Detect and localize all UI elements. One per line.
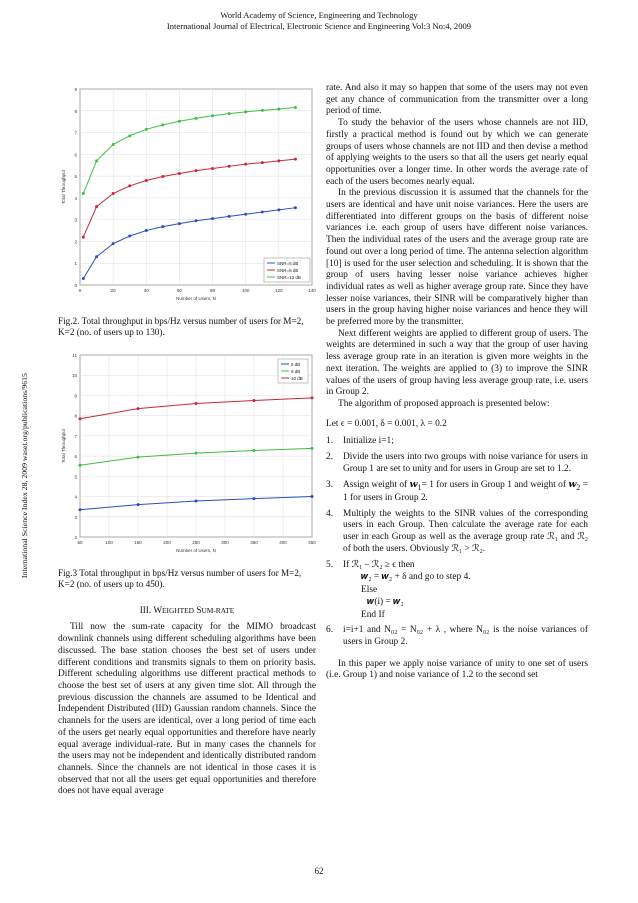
data-point [261, 109, 264, 112]
data-point [253, 399, 256, 402]
figure-3-chart [58, 349, 316, 557]
right-paragraph-1: rate. And also it may so happen that some of the users may not even get any chance of communication from the transmitter over a long period of time. [326, 83, 588, 117]
header-line-2: International Journal of Electrical, Electronic Science and Engineering Vol:3 No:4, 2009 [166, 21, 472, 31]
x-tick-label: 20 [110, 288, 116, 293]
legend-label: 8 dB [291, 368, 301, 374]
x-tick-label: 80 [210, 288, 216, 293]
data-point [112, 143, 115, 146]
y-tick-label: 6 [74, 152, 77, 158]
y-tick-label: 8 [74, 108, 77, 114]
y-axis-label: Total Throughput [61, 170, 66, 204]
y-tick-label: 4 [74, 494, 77, 500]
data-point [244, 110, 247, 113]
data-point [195, 169, 198, 172]
legend-label: SNR=10 dB [277, 274, 301, 280]
data-point [145, 128, 148, 131]
data-point [82, 236, 85, 239]
x-tick-label: 450 [308, 539, 316, 545]
data-point [195, 499, 198, 502]
right-paragraph-5: The algorithm of proposed approach is presented below: [338, 398, 550, 409]
x-tick-label: 120 [275, 288, 283, 293]
y-tick-label: 2 [74, 239, 77, 245]
data-point [178, 172, 181, 175]
data-point [195, 219, 198, 222]
data-point [228, 112, 231, 115]
data-point [145, 179, 148, 182]
data-point [244, 163, 247, 166]
data-point [95, 159, 98, 162]
y-tick-label: 1 [74, 261, 77, 267]
y-tick-label: 9 [74, 393, 77, 399]
right-column [326, 83, 588, 682]
data-point [178, 222, 181, 225]
section-title-s: S [196, 604, 202, 615]
x-axis-label: Number of Users, N [176, 547, 216, 553]
y-tick-label: 2 [74, 534, 77, 540]
y-tick-label: 4 [74, 195, 77, 201]
data-point [228, 165, 231, 168]
data-point [112, 192, 115, 195]
y-tick-label: 10 [71, 373, 77, 379]
algorithm-step: 6. i=i+1 and N₀₂ = N₀₂ + λ , where N₀₂ is the noise variances of users in Group 2. [326, 625, 588, 647]
y-tick-label: 11 [72, 352, 77, 358]
y-tick-label: 3 [74, 514, 77, 520]
right-paragraph-3: In the previous discussion it is assumed that the channels for the users are identical and have unit noise variances. Here the users are differentiated into different groups on the basis of different noise variances i.e. each group of users have different noise variances. Then the individual rates of the users and the average group rate are found out over a long period of time. The antenna selection algorithm [10] is used for the user selection and scheduling. It is shown that the group of users having lesser noise variance achieves higher individual rates as well as higher average group rate. Since they have lesser noise variances, their SINR will be comparatively higher than users in the group having higher noise variances and hence they will be preferred more by the transmitter. [326, 188, 588, 328]
legend-label: SNR=8 dB [277, 267, 299, 273]
data-point [195, 117, 198, 120]
legend-label: 5 dB [291, 361, 301, 367]
data-point [79, 417, 82, 420]
x-tick-label: 100 [241, 288, 250, 293]
section-title-eighted: EIGHTED [161, 605, 195, 615]
data-point [253, 449, 256, 452]
data-point [79, 464, 82, 467]
figure-2-chart [58, 83, 316, 305]
data-point [277, 208, 280, 211]
y-tick-label: 5 [74, 474, 77, 480]
data-point [178, 120, 181, 123]
y-tick-label: 7 [74, 130, 77, 136]
page-number: 62 [314, 866, 324, 876]
data-point [211, 217, 214, 220]
x-tick-label: 400 [279, 539, 287, 545]
data-point [137, 407, 140, 410]
step-5-body: 𝒘₂ = 𝒘₂ + δ and go to step 4. Else 𝒘(i) = 𝒘₂ End If [361, 572, 471, 620]
data-point [137, 456, 140, 459]
data-point [228, 215, 231, 218]
data-point [95, 205, 98, 208]
right-paragraph-6: In this paper we apply noise variance of unity to one set of users (i.e. Group 1) and noise variance of 1.2 to the second set [326, 658, 588, 681]
algorithm-step: 2. Divide the users into two groups with noise variance for users in Group 1 are set to unity and for users in Group are set to 1.2. [326, 452, 588, 474]
section-title-w: W [153, 604, 162, 615]
journal-header [0, 10, 638, 32]
data-point [253, 497, 256, 500]
sidebar-citation: International Science Index 28, 2009 waset.org/publications/9615 [20, 373, 29, 578]
algorithm-steps [326, 436, 588, 648]
data-point [161, 225, 164, 228]
data-point [311, 396, 314, 399]
data-point [82, 277, 85, 280]
algorithm-step: 1. Initialize i=1; [326, 436, 394, 447]
section-title-um-rate: UM-RATE [201, 605, 235, 615]
x-axis-label: Number of Users, N [176, 296, 216, 301]
data-point [211, 167, 214, 170]
data-point [261, 161, 264, 164]
y-tick-label: 5 [74, 174, 77, 180]
legend-label: 10 dB [291, 375, 303, 381]
left-column [58, 83, 316, 798]
data-point [311, 495, 314, 498]
left-paragraph-1: Till now the sum-rate capacity for the MIMO broadcast downlink channels using different scheduling algorithms have been discussed. The base station chooses the best set of users under different conditions and transmits signals to them on priority basis. Different scheduling algorithms use different practical methods to choose the best set of users at any given time slot. All through the previous discussion the channels are assumed to be Identical and Independent Distributed (IID) Gaussian random channels. Since the channels for the users are identical, over a long period of time each of the users get nearly equal opportunities and therefore have nearly equal average individual-rate. But in many cases the channels for the users may not be independent and identically distributed random channels. Since the channels are not identical in those cases it is observed that not all the users get equal opportunities and therefore does not have equal average [58, 622, 316, 797]
x-tick-label: 50 [77, 539, 83, 545]
data-point [294, 106, 297, 109]
x-tick-label: 300 [221, 539, 229, 545]
data-point [161, 175, 164, 178]
data-point [161, 123, 164, 126]
y-tick-label: 0 [74, 283, 77, 288]
x-tick-label: 100 [105, 539, 113, 545]
data-point [261, 211, 264, 214]
y-tick-label: 7 [74, 433, 77, 439]
header-line-1: World Academy of Science, Engineering and Technology [220, 10, 418, 20]
y-tick-label: 8 [74, 413, 77, 419]
section-heading [58, 605, 316, 617]
x-tick-label: 350 [250, 539, 258, 545]
data-point [128, 184, 131, 187]
x-tick-label: 150 [134, 539, 142, 545]
data-point [294, 158, 297, 161]
algorithm-step: 3. Assign weight of 𝒘$_1$= 1 for users in Group 1 and weight of 𝒘$_2$ = 1 for users in Group 2. [326, 479, 588, 504]
data-point [294, 206, 297, 209]
x-tick-label: 140 [308, 288, 316, 293]
data-point [195, 451, 198, 454]
algorithm-parameters: Let ϵ = 0.001, δ = 0.001, λ = 0.2 [326, 418, 447, 429]
data-point [137, 503, 140, 506]
legend-label: SNR=5 dB [277, 260, 299, 266]
data-point [277, 159, 280, 162]
right-paragraph-4: Next different weights are applied to different group of users. The weights are determined in such a way that the group of user having less average group rate in an iteration is given more weights in the next iteration. The weights are applied to (3) to improve the SINR values of the users of group having less average group rate, i.e. users in Group 2. [326, 328, 588, 398]
algorithm-step: 5. If ℛ₁ – ℛ₂ ≥ ϵ then 𝒘₂ = 𝒘₂ + δ and go to step 4. Else 𝒘(i) = 𝒘₂ End If [326, 560, 588, 622]
right-paragraph-2: To study the behavior of the users whose channels are not IID, firstly a practical method is found out by which we can generate groups of users whose channels are not IID and then devise a method of applying weights to the users so that all the users get nearly equal opportunities over a longer time. In other words the average rate of each of the users becomes nearly equal. [326, 118, 588, 187]
data-point [311, 447, 314, 450]
data-point [145, 229, 148, 232]
data-point [195, 402, 198, 405]
data-point [211, 114, 214, 117]
data-point [128, 134, 131, 137]
figure-2-caption: Fig.2. Total throughput in bps/Hz versus number of users for M=2, K=2 (no. of users up to 130). [58, 315, 304, 338]
y-tick-label: 9 [74, 87, 77, 92]
data-point [79, 508, 82, 511]
algorithm-step: 4. Multiply the weights to the SINR values of the corresponding users in each Group. Then calculate the average rate for each user in each Group as well as the average group rate ℛ₁ and ℛ₂ of both the users. Obviously ℛ₁ > ℛ₂. [326, 508, 588, 554]
x-tick-label: 250 [192, 539, 200, 545]
data-point [277, 108, 280, 111]
data-point [128, 235, 131, 238]
x-tick-label: 40 [143, 288, 149, 293]
section-number: III. [139, 604, 152, 615]
y-tick-label: 3 [74, 217, 77, 223]
x-tick-label: 60 [176, 288, 182, 293]
y-tick-label: 6 [74, 454, 77, 460]
data-point [112, 242, 115, 245]
x-tick-label: 0 [78, 288, 82, 293]
y-axis-label: Total Throughput [61, 429, 66, 463]
x-tick-label: 200 [163, 539, 171, 545]
data-point [244, 213, 247, 216]
data-point [82, 192, 85, 195]
data-point [95, 255, 98, 258]
figure-3-caption: Fig.3 Total throughput in bps/Hz versus number of users for M=2, K=2 (no. of users up to 450). [58, 567, 302, 590]
